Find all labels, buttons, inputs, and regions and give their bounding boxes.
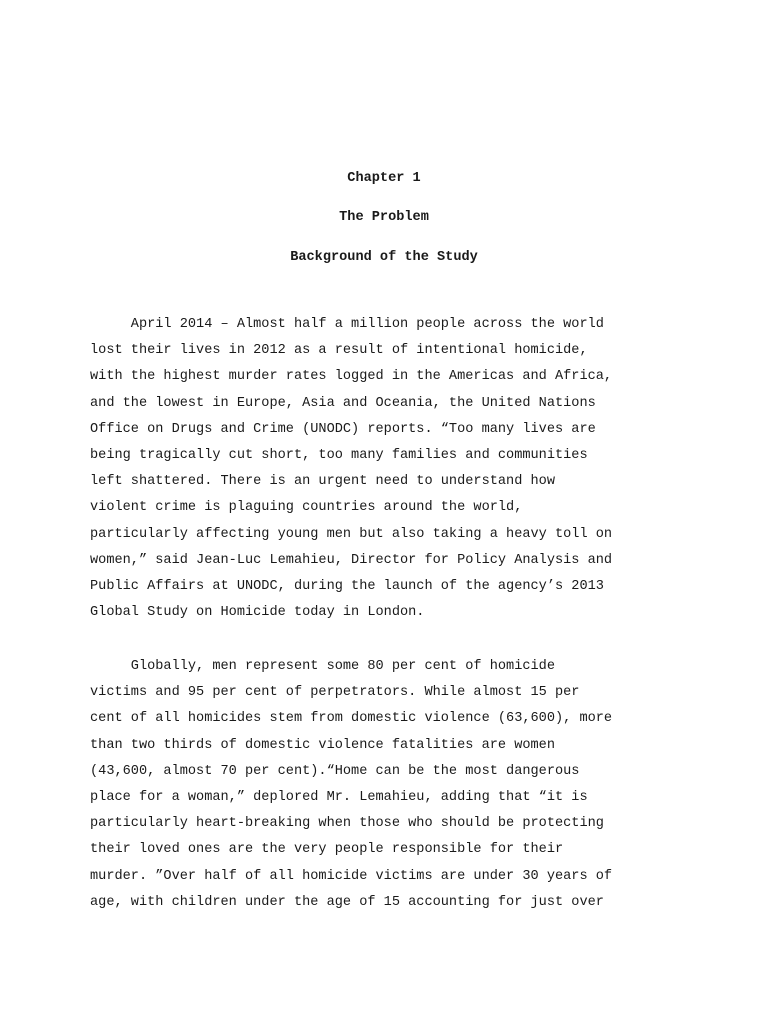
text-line: particularly heart-breaking when those who should be protecting bbox=[90, 816, 604, 832]
body-paragraph-2 bbox=[90, 654, 690, 916]
text-line: being tragically cut short, too many families and communities bbox=[90, 447, 588, 463]
subsection-title: Background of the Study bbox=[290, 250, 478, 265]
text-line: place for a woman,” deplored Mr. Lemahieu, adding that “it is bbox=[90, 789, 588, 805]
text-line: than two thirds of domestic violence fatalities are women bbox=[90, 737, 555, 753]
text-line: victims and 95 per cent of perpetrators. While almost 15 per bbox=[90, 685, 580, 701]
text-line: particularly affecting young men but also taking a heavy toll on bbox=[90, 526, 613, 542]
text-line: Public Affairs at UNODC, during the launch of the agency’s 2013 bbox=[90, 578, 604, 594]
body-paragraph-1 bbox=[90, 312, 690, 626]
text-line: (43,600, almost 70 per cent).“Home can be the most dangerous bbox=[90, 763, 580, 779]
text-line: Global Study on Homicide today in London. bbox=[90, 605, 425, 621]
text-line: Globally, men represent some 80 per cent of homicide bbox=[90, 659, 555, 674]
text-line: violent crime is plaguing countries around the world, bbox=[90, 500, 523, 516]
section-title: The Problem bbox=[339, 210, 429, 225]
text-line: cent of all homicides stem from domestic violence (63,600), more bbox=[90, 711, 613, 727]
text-line: women,” said Jean-Luc Lemahieu, Director for Policy Analysis and bbox=[90, 552, 613, 568]
text-line: their loved ones are the very people responsible for their bbox=[90, 842, 564, 858]
text-line: age, with children under the age of 15 accounting for just over bbox=[90, 894, 604, 910]
text-line: April 2014 – Almost half a million people across the world bbox=[90, 317, 604, 332]
chapter-title: Chapter 1 bbox=[347, 171, 421, 186]
text-line: with the highest murder rates logged in the Americas and Africa, bbox=[90, 369, 613, 385]
text-line: and the lowest in Europe, Asia and Oceania, the United Nations bbox=[90, 395, 596, 411]
text-line: murder. ”Over half of all homicide victims are under 30 years of bbox=[90, 868, 613, 884]
text-line: Office on Drugs and Crime (UNODC) reports. “Too many lives are bbox=[90, 421, 596, 437]
text-line: left shattered. There is an urgent need to understand how bbox=[90, 474, 555, 490]
text-line: lost their lives in 2012 as a result of intentional homicide, bbox=[90, 343, 588, 359]
